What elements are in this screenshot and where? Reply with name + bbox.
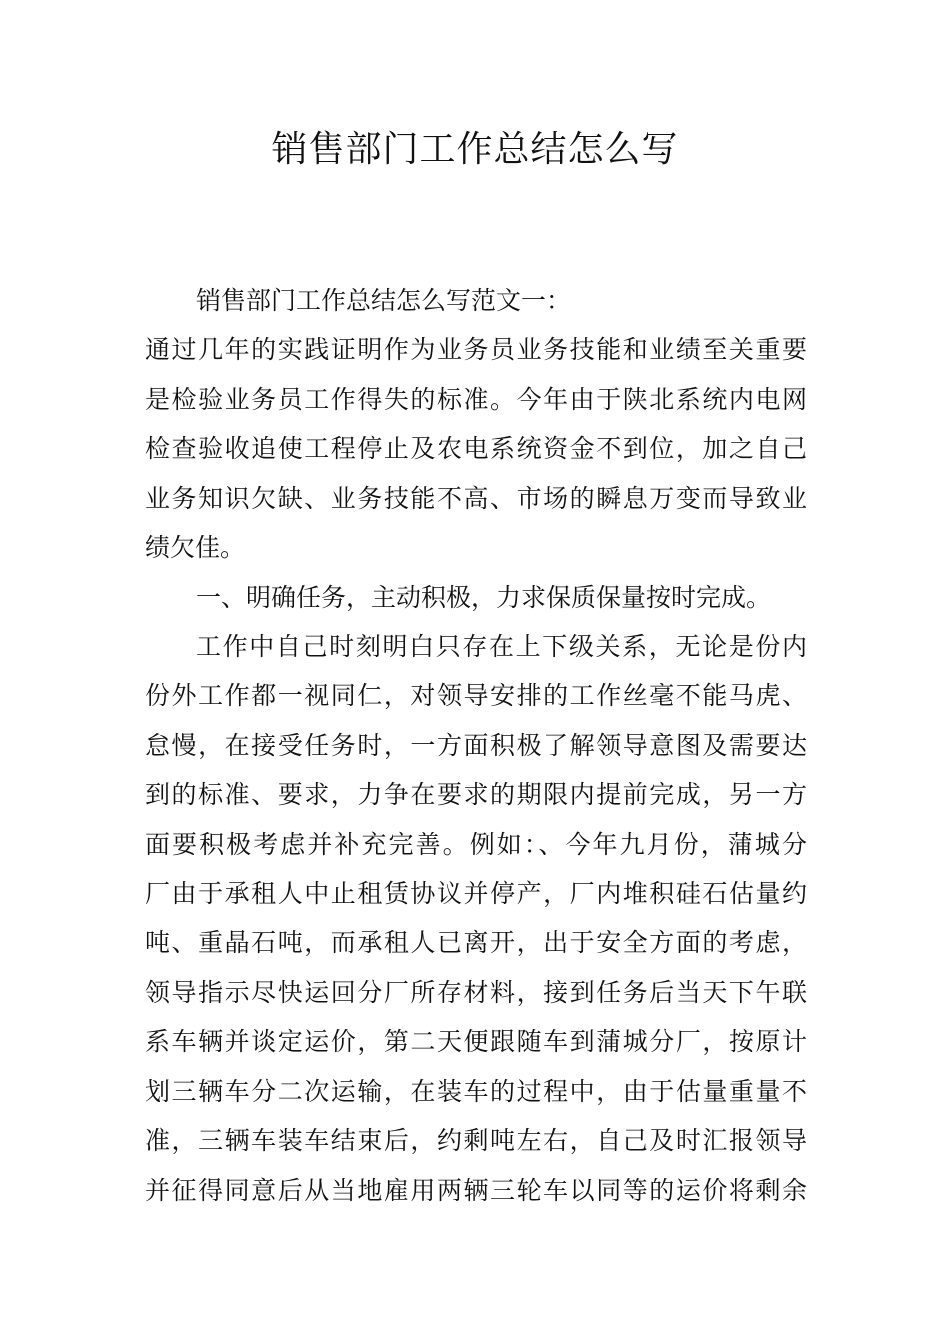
paragraph-line: 领导指示尽快运回分厂所存材料，接到任务后当天下午联 [145,978,807,1007]
paragraph-line: 面要积极考虑并补充完善。例如：、今年九月份，蒲城分 [145,830,807,859]
paragraph-line: 是检验业务员工作得失的标准。今年由于陕北系统内电网 [145,385,807,414]
paragraph-line: 工作中自己时刻明白只存在上下级关系，无论是份内 [196,632,807,661]
paragraph-line: 绩欠佳。 [145,533,246,562]
paragraph-line: 业务知识欠缺、业务技能不高、市场的瞬息万变而导致业 [145,484,807,513]
section-heading: 一、明确任务，主动积极，力求保质保量按时完成。 [196,583,772,612]
paragraph-line: 厂由于承租人中止租赁协议并停产，厂内堆积硅石估量约 [145,879,807,908]
paragraph-line: 份外工作都一视同仁，对领导安排的工作丝毫不能马虎、 [145,681,807,710]
paragraph-line: 划三辆车分二次运输，在装车的过程中，由于估量重量不 [145,1077,807,1106]
paragraph-line: 准，三辆车装车结束后，约剩吨左右，自己及时汇报领导 [145,1126,807,1155]
paragraph-line: 通过几年的实践证明作为业务员业务技能和业绩至关重要 [145,335,807,364]
paragraph-line: 检查验收追使工程停止及农电系统资金不到位，加之自己 [145,434,807,463]
paragraph-line: 到的标准、要求，力争在要求的期限内提前完成，另一方 [145,780,807,809]
paragraph-line: 怠慢，在接受任务时，一方面积极了解领导意图及需要达 [145,731,807,760]
document-title: 销售部门工作总结怎么写 [271,129,679,170]
paragraph-line: 销售部门工作总结怎么写范文一： [196,286,572,315]
paragraph-line: 系车辆并谈定运价，第二天便跟随车到蒲城分厂，按原计 [145,1027,807,1056]
paragraph-line: 吨、重晶石吨，而承租人已离开，出于安全方面的考虑， [145,928,807,957]
paragraph-line: 并征得同意后从当地雇用两辆三轮车以同等的运价将剩余 [145,1176,807,1205]
